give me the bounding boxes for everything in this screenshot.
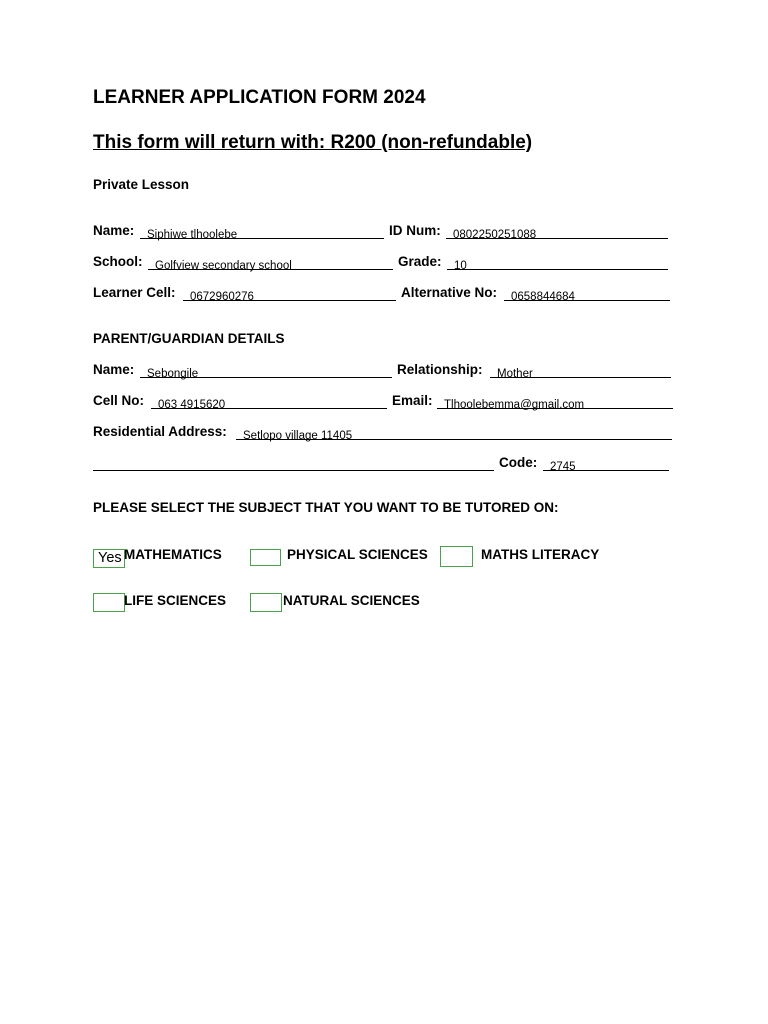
learner-name-label: Name:	[93, 223, 135, 238]
code-value: 2745	[550, 461, 576, 473]
grade-field[interactable]	[447, 254, 668, 270]
id-number-field[interactable]	[446, 223, 668, 239]
subject-label-mathematics: MATHEMATICS	[124, 547, 222, 562]
relationship-label: Relationship:	[397, 362, 483, 377]
address-line-2-field[interactable]	[93, 455, 494, 471]
guardian-heading: PARENT/GUARDIAN DETAILS	[93, 331, 285, 346]
email-label: Email:	[392, 393, 433, 408]
physical-sciences-checkbox[interactable]	[250, 549, 281, 566]
alternative-number-field[interactable]	[504, 285, 670, 301]
mathematics-checkbox[interactable]	[93, 549, 125, 568]
code-label: Code:	[499, 455, 538, 470]
id-number-label: ID Num:	[389, 223, 441, 238]
school-label: School:	[93, 254, 143, 269]
address-field[interactable]	[236, 424, 672, 440]
grade-value: 10	[454, 260, 467, 272]
subject-label-natural-sciences: NATURAL SCIENCES	[283, 593, 420, 608]
learner-cell-value: 0672960276	[190, 291, 254, 303]
learner-name-value: Siphiwe tlhoolebe	[147, 229, 238, 241]
learner-name-field[interactable]	[140, 223, 384, 239]
relationship-value: Mother	[497, 368, 533, 380]
learner-cell-field[interactable]	[183, 285, 396, 301]
guardian-cell-value: 063 4915620	[158, 399, 226, 411]
grade-label: Grade:	[398, 254, 442, 269]
school-field[interactable]	[148, 254, 393, 270]
learner-cell-label: Learner Cell:	[93, 285, 176, 300]
guardian-name-value: Sebongile	[147, 368, 199, 380]
subject-label-life-sciences: LIFE SCIENCES	[124, 593, 227, 608]
maths-literacy-checkbox[interactable]	[440, 546, 473, 567]
subjects-heading: PLEASE SELECT THE SUBJECT THAT YOU WANT TO BE TUTORED ON:	[93, 500, 559, 515]
lesson-type: Private Lesson	[93, 177, 190, 192]
guardian-cell-field[interactable]	[151, 393, 387, 409]
id-number-value: 0802250251088	[453, 229, 537, 241]
mathematics-checkbox-value: Yes	[98, 550, 122, 566]
guardian-name-label: Name:	[93, 362, 135, 377]
form-subtitle: This form will return with: R200 (non-refundable)	[93, 132, 533, 153]
email-field[interactable]	[437, 393, 673, 409]
alternative-number-label: Alternative No:	[401, 285, 498, 300]
subject-label-maths-literacy: MATHS LITERACY	[481, 547, 600, 562]
life-sciences-checkbox[interactable]	[93, 593, 125, 612]
code-field[interactable]	[543, 455, 669, 471]
natural-sciences-checkbox[interactable]	[250, 593, 282, 612]
email-value: Tlhoolebemma@gmail.com	[444, 399, 585, 411]
address-value: Setlopo village 11405	[243, 430, 353, 442]
address-label: Residential Address:	[93, 424, 227, 439]
school-value: Golfview secondary school	[155, 260, 292, 272]
form-title: LEARNER APPLICATION FORM 2024	[93, 87, 426, 108]
guardian-cell-label: Cell No:	[93, 393, 145, 408]
relationship-field[interactable]	[490, 362, 671, 378]
guardian-name-field[interactable]	[140, 362, 392, 378]
alternative-number-value: 0658844684	[511, 291, 575, 303]
subject-label-physical-sciences: PHYSICAL SCIENCES	[287, 547, 428, 562]
